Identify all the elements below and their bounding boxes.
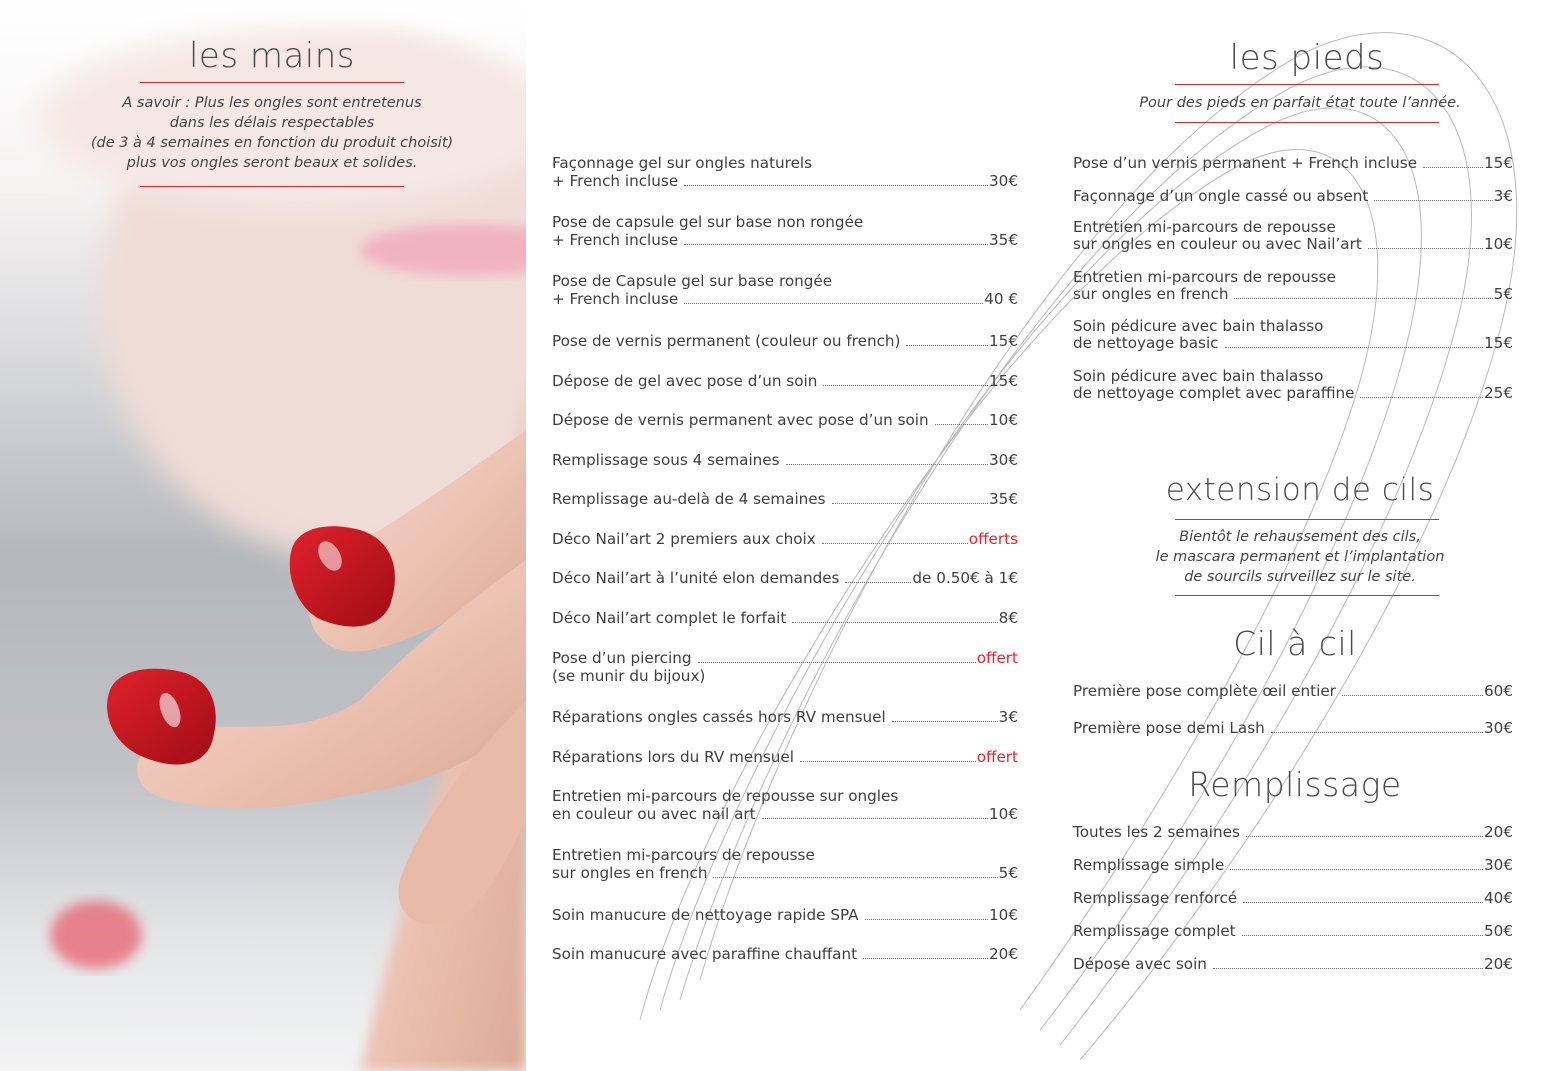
price-item-label: Pose d’un vernis permanent + French incluse xyxy=(1073,154,1418,172)
dot-leader xyxy=(1423,167,1483,168)
price-item xyxy=(1073,856,1513,874)
price-item-label: de nettoyage complet avec paraffine xyxy=(1073,384,1355,402)
price-item xyxy=(552,451,1018,469)
price-item-price: 15€ xyxy=(1484,154,1513,172)
price-item xyxy=(1073,154,1513,172)
price-item-price: 5€ xyxy=(998,864,1018,882)
dot-leader xyxy=(906,345,988,346)
price-item-label: Dépose de vernis permanent avec pose d’un soin xyxy=(552,411,929,429)
cils-intro-line: de sourcils surveillez sur le site. xyxy=(1184,569,1416,585)
cils-title: extension de cils xyxy=(1165,472,1435,508)
dot-leader xyxy=(1243,902,1483,903)
price-item xyxy=(552,787,1018,823)
mains-intro-line: dans les délais respectables xyxy=(169,115,375,131)
price-item-price: 40€ xyxy=(1484,889,1513,907)
dot-leader xyxy=(698,662,976,663)
price-item-price: 20€ xyxy=(1484,823,1513,841)
price-item-label: Réparations ongles cassés hors RV mensuel xyxy=(552,708,886,726)
nail-1 xyxy=(290,526,395,626)
pieds-title-rule xyxy=(1175,84,1439,85)
mains-intro-line: (de 3 à 4 semaines en fonction du produit choisit) xyxy=(90,135,454,151)
mains-intro-line: A savoir : Plus les ongles sont entretenus xyxy=(122,95,422,111)
price-item-price: 30€ xyxy=(989,172,1018,190)
cil-a-cil-title: Cil à cil xyxy=(1233,624,1357,663)
price-item-price: 25€ xyxy=(1484,384,1513,402)
price-item-label: + French incluse xyxy=(552,290,679,308)
price-item-price: 60€ xyxy=(1484,682,1513,700)
price-item-label: Réparations lors du RV mensuel xyxy=(552,748,794,766)
price-item-label: en couleur ou avec nail art xyxy=(552,805,756,823)
price-item-label: sur ongles en french xyxy=(1073,285,1229,303)
price-item-price: 10€ xyxy=(1484,235,1513,253)
price-item-price: 50€ xyxy=(1484,922,1513,940)
price-item xyxy=(1073,955,1513,973)
dot-leader xyxy=(845,582,911,583)
price-item xyxy=(552,708,1018,726)
mains-title: les mains xyxy=(188,36,356,76)
price-item-price: 20€ xyxy=(989,945,1018,963)
dot-leader xyxy=(832,503,988,504)
price-item xyxy=(552,945,1018,963)
price-item-pretext: Pose de Capsule gel sur base rongée xyxy=(552,272,833,290)
dot-leader xyxy=(1242,935,1483,936)
price-item-label: + French incluse xyxy=(552,172,679,190)
price-item-price: 8€ xyxy=(998,609,1018,627)
price-item xyxy=(1073,682,1513,700)
price-item xyxy=(552,846,1018,882)
dot-leader xyxy=(1230,869,1483,870)
price-item-price: 30€ xyxy=(1484,856,1513,874)
pieds-intro: Pour des pieds en parfait état toute l’année. xyxy=(1139,95,1461,111)
price-item-label: Première pose demi Lash xyxy=(1073,719,1265,737)
cils-intro-line: Bientôt le rehaussement des cils, xyxy=(1179,529,1421,545)
dot-leader xyxy=(1360,397,1483,398)
price-item xyxy=(552,490,1018,508)
dot-leader xyxy=(822,543,968,544)
dot-leader xyxy=(865,919,988,920)
price-item-price: 40 € xyxy=(984,290,1018,308)
pieds-intro-rule xyxy=(1175,122,1439,123)
price-item-pretext: Entretien mi-parcours de repousse sur ongles xyxy=(552,787,899,805)
dot-leader xyxy=(762,818,988,819)
price-item-label: Soin manucure avec paraffine chauffant xyxy=(552,945,858,963)
price-item-label: Remplissage sous 4 semaines xyxy=(552,451,780,469)
price-item-pretext: Entretien mi-parcours de repousse xyxy=(552,846,815,864)
price-item-price: 15€ xyxy=(989,332,1018,350)
price-item-label: Remplissage au-delà de 4 semaines xyxy=(552,490,826,508)
price-item-label: Pose d’un piercing xyxy=(552,649,692,667)
price-item-price: 30€ xyxy=(989,451,1018,469)
dot-leader xyxy=(684,303,983,304)
dot-leader xyxy=(1213,968,1483,969)
pieds-title: les pieds xyxy=(1229,38,1385,78)
price-item xyxy=(1073,187,1513,205)
price-item xyxy=(1073,823,1513,841)
price-item-label: Déco Nail’art 2 premiers aux choix xyxy=(552,530,816,548)
cils-intro-rule xyxy=(1175,595,1439,596)
price-item-price: 10€ xyxy=(989,805,1018,823)
price-item-price: 3€ xyxy=(1493,187,1513,205)
price-item-label: Dépose de gel avec pose d’un soin xyxy=(552,372,818,390)
dot-leader xyxy=(800,761,976,762)
price-item-label: de nettoyage basic xyxy=(1073,334,1219,352)
dot-leader xyxy=(1374,200,1492,201)
price-item-pretext: Entretien mi-parcours de repousse xyxy=(1073,268,1336,286)
mains-intro-line: plus vos ongles seront beaux et solides. xyxy=(126,155,418,171)
price-item-price: 10€ xyxy=(989,906,1018,924)
price-item xyxy=(552,332,1018,350)
price-item-label: + French incluse xyxy=(552,231,679,249)
price-item xyxy=(1073,368,1513,402)
price-item xyxy=(1073,889,1513,907)
price-item-price: 15€ xyxy=(989,372,1018,390)
price-item-pretext: Pose de capsule gel sur base non rongée xyxy=(552,213,864,231)
price-item xyxy=(552,906,1018,924)
dot-leader xyxy=(786,464,988,465)
price-item-price: 15€ xyxy=(1484,334,1513,352)
cils-title-rule xyxy=(1175,519,1439,520)
dot-leader xyxy=(1271,732,1483,733)
price-item-price: 30€ xyxy=(1484,719,1513,737)
price-item-price-offered: offert xyxy=(976,748,1018,766)
mains-intro-rule xyxy=(140,186,404,187)
price-item xyxy=(552,411,1018,429)
price-item-price: 20€ xyxy=(1484,955,1513,973)
price-item xyxy=(552,272,1018,308)
price-item-label: Pose de vernis permanent (couleur ou french) xyxy=(552,332,901,350)
price-item-label: Soin manucure de nettoyage rapide SPA xyxy=(552,906,859,924)
price-item-price: 3€ xyxy=(998,708,1018,726)
price-item-label: Déco Nail’art à l’unité elon demandes xyxy=(552,569,840,587)
price-item-label: Remplissage simple xyxy=(1073,856,1225,874)
dot-leader xyxy=(1225,347,1483,348)
dot-leader xyxy=(1368,248,1483,249)
dot-leader xyxy=(713,877,997,878)
dot-leader xyxy=(792,622,997,623)
cils-intro-line: le mascara permanent et l’implantation xyxy=(1155,549,1445,565)
price-item xyxy=(1073,219,1513,253)
dot-leader xyxy=(1246,836,1483,837)
price-item xyxy=(552,154,1018,190)
price-item-price: 10€ xyxy=(989,411,1018,429)
price-item xyxy=(552,569,1018,587)
price-item-price: de 0.50€ à 1€ xyxy=(912,569,1018,587)
price-item xyxy=(552,649,1018,685)
dot-leader xyxy=(823,385,988,386)
price-item-price: 35€ xyxy=(989,490,1018,508)
price-item xyxy=(1073,269,1513,303)
price-item xyxy=(1073,719,1513,737)
price-item-label: Première pose complète œil entier xyxy=(1073,682,1336,700)
price-item-label: Déco Nail’art complet le forfait xyxy=(552,609,787,627)
dot-leader xyxy=(1234,298,1492,299)
price-item-label: sur ongles en couleur ou avec Nail’art xyxy=(1073,235,1362,253)
price-item-price: 35€ xyxy=(989,231,1018,249)
price-item-price: 5€ xyxy=(1493,285,1513,303)
price-item xyxy=(552,372,1018,390)
price-item xyxy=(552,213,1018,249)
dot-leader xyxy=(684,185,988,186)
dot-leader xyxy=(684,244,988,245)
price-item-label: Remplissage complet xyxy=(1073,922,1236,940)
price-item xyxy=(1073,318,1513,352)
price-item-label: Toutes les 2 semaines xyxy=(1073,823,1240,841)
price-item-pretext: Soin pédicure avec bain thalasso xyxy=(1073,317,1324,335)
remplissage-title: Remplissage xyxy=(1188,765,1402,804)
price-item-label: Façonnage d’un ongle cassé ou absent xyxy=(1073,187,1369,205)
price-item-pretext: Façonnage gel sur ongles naturels xyxy=(552,154,813,172)
dot-leader xyxy=(863,958,988,959)
price-item xyxy=(552,609,1018,627)
price-item-label: Dépose avec soin xyxy=(1073,955,1207,973)
price-item-price-offered: offert xyxy=(976,649,1018,667)
price-item-pretext: Entretien mi-parcours de repousse xyxy=(1073,218,1336,236)
mains-title-rule xyxy=(140,82,404,83)
price-item-note: (se munir du bijoux) xyxy=(552,667,706,685)
price-item xyxy=(552,748,1018,766)
price-item-label: Remplissage renforcé xyxy=(1073,889,1238,907)
dot-leader xyxy=(935,424,988,425)
price-item-label: sur ongles en french xyxy=(552,864,708,882)
price-item xyxy=(552,530,1018,548)
price-item-pretext: Soin pédicure avec bain thalasso xyxy=(1073,367,1324,385)
dot-leader xyxy=(1342,695,1483,696)
dot-leader xyxy=(892,721,998,722)
price-item xyxy=(1073,922,1513,940)
price-item-price-offered: offerts xyxy=(968,530,1018,548)
